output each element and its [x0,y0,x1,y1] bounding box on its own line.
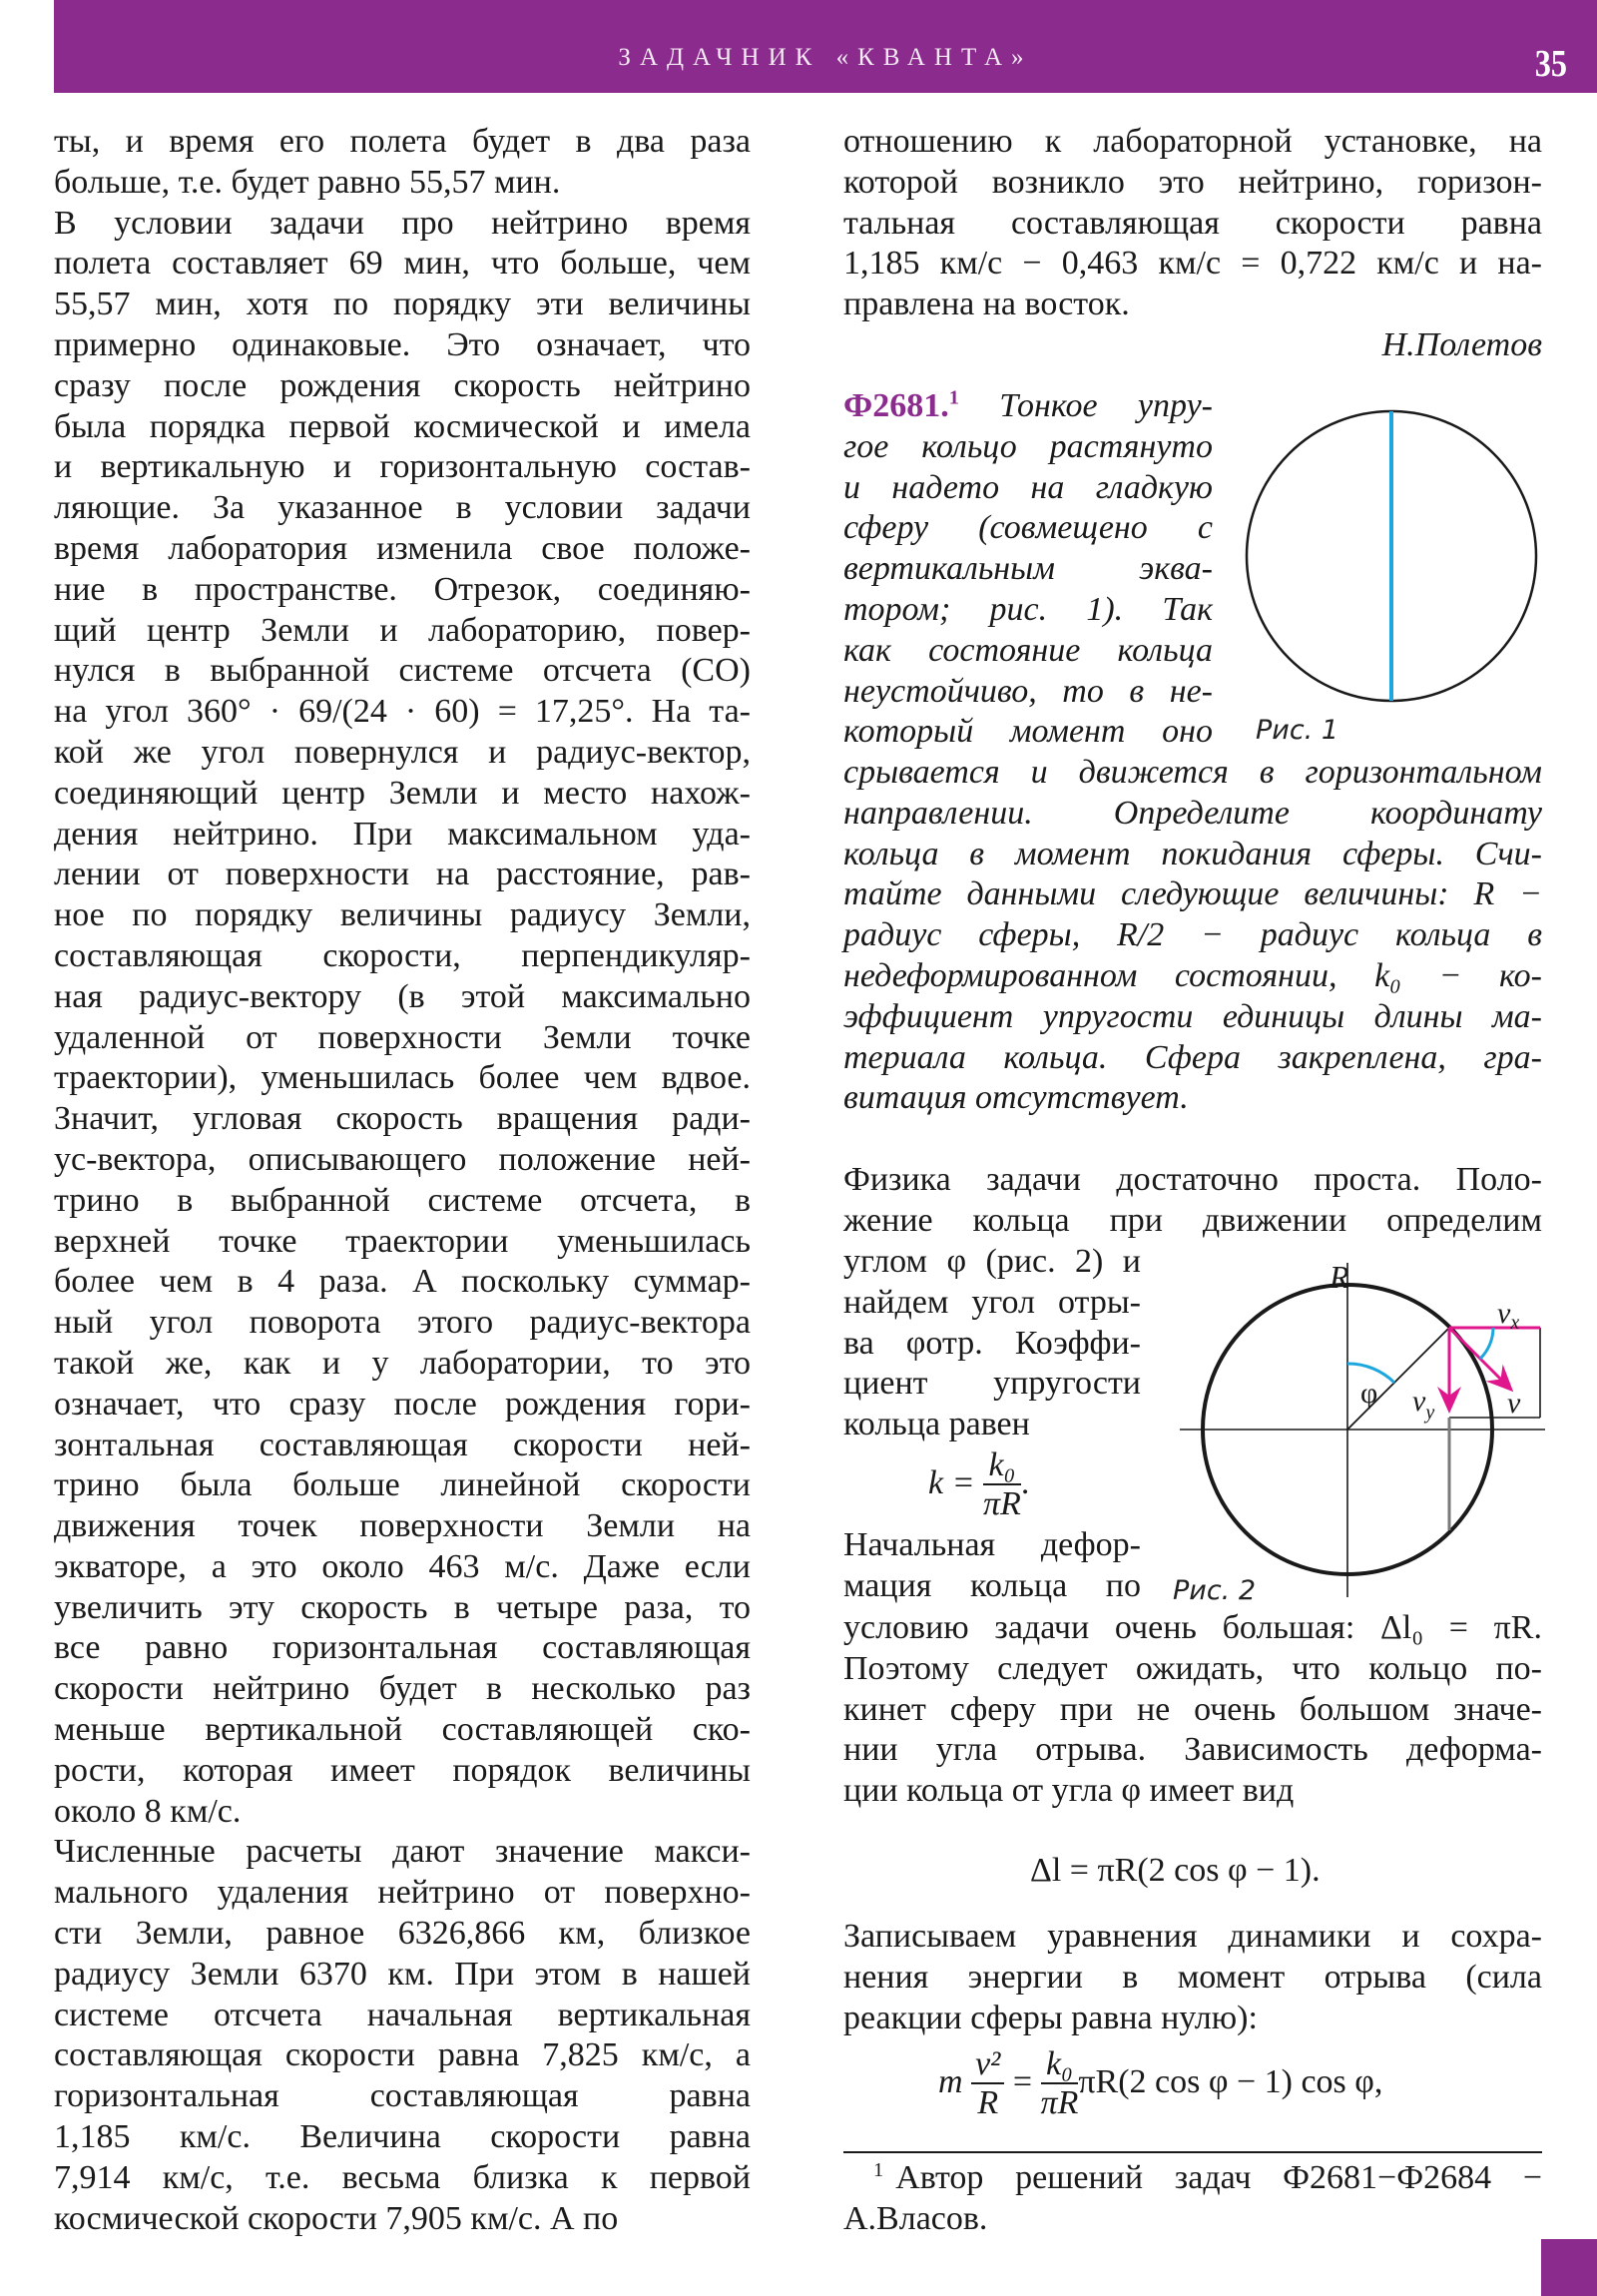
text-line: ная радиус-вектору (в этой максимально [54,977,751,1015]
text-line: которой возникло это нейтрино, горизон- [843,163,1542,201]
text-line: Ф2681.$^1$ Тонкое упру- [843,386,1213,424]
text-line: гое кольцо растянуто [843,427,1213,465]
text-line: время лаборатория изменила свое положе- [54,529,751,567]
text-line: космической скорости 7,905 км/с. А по [54,2199,619,2237]
text-line: В условии задачи про нейтрино время [54,204,751,242]
text-line: сти Земли, равное 6326,866 км, близкое [54,1915,751,1953]
footnote-line-1: $^1$ Автор решений задач Ф2681−Ф2684 − [873,2158,1542,2196]
text-line: недеформированном состоянии, k₀ − ко- [843,956,1542,994]
text-line: 1,185 км/с. Величина скорости равна [54,2118,751,2156]
text-line: увеличить эту скорость в четыре раза, то [54,1588,751,1626]
solution-narrow-text [843,1242,1141,1445]
text-line: 7,914 км/с, т.е. весьма близка к первой [54,2158,751,2196]
text-line: и вертикальную и горизонтальную состав- [54,448,751,486]
text-line: жение кольца при движении определим [843,1201,1542,1239]
text-line: ние в пространстве. Отрезок, соединяю- [54,570,751,608]
solution-intro [843,1160,1542,1242]
footnote-line-2: А.Власов. [843,2199,988,2237]
text-line: примерно одинаковые. Это означает, что [54,325,751,363]
author-signature [843,325,1542,366]
text-line: более чем в 4 раза. А поскольку суммар- [54,1263,751,1301]
text-line: кой же угол повернулся и радиус-вектор, [54,733,751,771]
figure-1-ring-on-sphere [1238,399,1547,719]
figure-1-caption: Рис. 1 [1256,715,1339,746]
figure-2-caption: Рис. 2 [1173,1575,1257,1606]
text-line: тальная составляющая скорости равна [843,204,1542,242]
text-line: мального удаления нейтрино от поверхно- [54,1874,751,1912]
text-line: эффициент упругости единицы длины ма- [843,997,1542,1035]
text-line: Значит, угловая скорость вращения ради- [54,1100,751,1138]
text-line: тайте данными следующие величины: R − [843,875,1542,913]
text-line: больше, т.е. будет равно 55,57 мин. [54,163,561,201]
right-column-continuation [843,122,1542,325]
label-phi: φ [1360,1377,1378,1410]
text-line: удаленной от поверхности Земли точке [54,1018,751,1056]
text-line: сразу после рождения скорость нейтрино [54,366,751,404]
text-line: такой же, как и у лаборатории, то это [54,1344,751,1382]
text-line: верхней точке траектории уменьшилась [54,1222,751,1260]
text-line: нии угла отрыва. Зависимость деформа- [843,1731,1542,1769]
text-line: ты, и время его полета будет в два раза [54,123,751,160]
page-corner-marker [1541,2239,1597,2296]
text-line: 1,185 км/с − 0,463 км/с = 0,722 км/с и на- [843,245,1542,283]
text-line: рости, которая имеет порядок величины [54,1751,751,1789]
text-line: Численные расчеты дают значение макси- [54,1833,751,1871]
deformation-formula: Δl = πR(2 cos φ − 1). [1030,1852,1321,1889]
text-line: ус-вектора, описывающего положение ней- [54,1140,751,1178]
footnote [843,2158,1542,2240]
text-line: лении от поверхности на расстояние, рав- [54,856,751,893]
text-line: трино в выбранной системе отсчета, в [54,1181,751,1219]
text-line: была порядка первой космической и имела [54,407,751,445]
problem-number: Ф2681. [843,387,949,424]
text-line: правлена на восток. [843,286,1130,323]
text-line: нения энергии в момент отрыва (сила [843,1958,1542,1996]
text-line: нулся в выбранной системе отсчета (СО) [54,652,751,690]
text-line: все равно горизонтальная составляющая [54,1629,751,1667]
text-line: неустойчиво, то в не- [843,672,1213,710]
text-line: как состояние кольца [843,631,1213,669]
text-line: ное по порядку величины радиусу Земли, [54,896,751,934]
text-line: горизонтальная составляющая равна [54,2077,751,2115]
label-v: v [1507,1387,1521,1420]
text-line: витация отсутствует. [843,1079,1189,1117]
text-line: Начальная дефор- [843,1526,1141,1563]
text-line: системе отсчета начальная вертикальная [54,1996,751,2033]
footnote-divider [843,2151,1542,2153]
text-line: полета составляет 69 мин, что больше, чем [54,245,751,283]
text-line: радиус сферы, R/2 − радиус кольца в [843,916,1542,954]
label-vx: $v_x$ [1497,1297,1520,1334]
solution-text-2 [843,1608,1542,1812]
solution-text-3 [843,1917,1542,2038]
text-line: трино была больше линейной скорости [54,1466,751,1504]
text-line: ции кольца от угла φ имеет вид [843,1772,1295,1810]
text-line: кинет сферу при не очень большом значе- [843,1690,1542,1728]
text-line: ляющие. За указанное в условии задачи [54,489,751,527]
text-line: Физика задачи достаточно проста. Поло- [843,1161,1542,1198]
text-line: 55,57 мин, хотя по порядку эти величины [54,286,751,323]
figure-2-ring-velocity-diagram [1158,1248,1597,1607]
problem-statement-narrow [843,386,1213,753]
text-line: найдем угол отры- [843,1283,1141,1321]
footnote-reference[interactable]: 1 [948,386,959,409]
text-line: мация кольца по [843,1566,1141,1604]
text-line: тором; рис. 1). Так [843,590,1213,628]
text-line: и надето на гладкую [843,468,1213,506]
page-header [54,0,1597,93]
dynamics-formula: m $\frac{\text{v²}}{R}$ = $\frac{\text{k₀}}{\pi R}$ πR(2 cos φ − 1) cos φ, [938,2045,1383,2121]
text-line: циент упругости [843,1365,1141,1403]
text-line: сферу (совмещено с [843,509,1213,547]
solution-narrow-text-2 [843,1525,1141,1607]
text-line: кольца равен [843,1406,1030,1443]
text-line: соединяющий центр Земли и место нахож- [54,774,751,812]
text-line: зонтальная составляющая скорости ней- [54,1426,751,1463]
text-line: скорости нейтрино будет в несколько раз [54,1670,751,1708]
text-line: составляющая скорости равна 7,825 км/с, а [54,2036,751,2074]
text-line: ный угол поворота этого радиус-вектора [54,1304,751,1342]
text-line: срывается и движется в горизонтальном [843,754,1542,791]
label-vy: $v_y$ [1412,1385,1435,1424]
stiffness-formula: k = $\frac{\text{k₀}}{\pi R}$ . [928,1446,1030,1522]
text-line: щий центр Земли и лабораторию, повер- [54,611,751,649]
text-line: составляющая скорости, перпендикуляр- [54,936,751,974]
text-line: реакции сферы равна нулю): [843,1999,1258,2036]
text-line: дения нейтрино. При максимальном уда- [54,815,751,853]
text-line: условию задачи очень большая: Δl₀ = πR. [843,1609,1542,1646]
text-line: на угол 360° · 69/(24 · 60) = 17,25°. На та- [54,693,751,731]
problem-statement-wide [843,753,1542,1119]
text-line: териала кольца. Сфера закреплена, гра- [843,1038,1542,1076]
text-line: около 8 км/с. [54,1792,242,1830]
text-line: меньше вертикальной составляющей ско- [54,1711,751,1749]
text-line: углом φ (рис. 2) и [843,1243,1141,1280]
text-line: кольца в момент покидания сферы. Счи- [843,835,1542,872]
text-line: Записываем уравнения динамики и сохра- [843,1918,1542,1955]
text-line: радиусу Земли 6370 км. При этом в нашей [54,1955,751,1993]
text-line: означает, что сразу после рождения гори- [54,1385,751,1423]
journal-section-title: ЗАДАЧНИК «КВАНТА» [618,44,1033,71]
text-line: направлении. Определите координату [843,794,1542,832]
author-name: Н.Полетов [1381,326,1542,363]
text-line: ва φотр. Коэффи- [843,1324,1141,1362]
text-line: экваторе, а это около 463 м/с. Даже если [54,1547,751,1585]
text-line: движения точек поверхности Земли на [54,1507,751,1545]
page-number: 35 [1534,43,1567,85]
text-line: Поэтому следует ожидать, что кольцо по- [843,1649,1542,1687]
label-R: R [1330,1259,1349,1295]
text-line: отношению к лабораторной установке, на [843,123,1542,160]
text-line: траектории), уменьшилась более чем вдвое. [54,1059,751,1097]
left-column [54,122,751,2239]
text-line: который момент оно [843,713,1213,751]
text-line: вертикальным эква- [843,550,1213,588]
